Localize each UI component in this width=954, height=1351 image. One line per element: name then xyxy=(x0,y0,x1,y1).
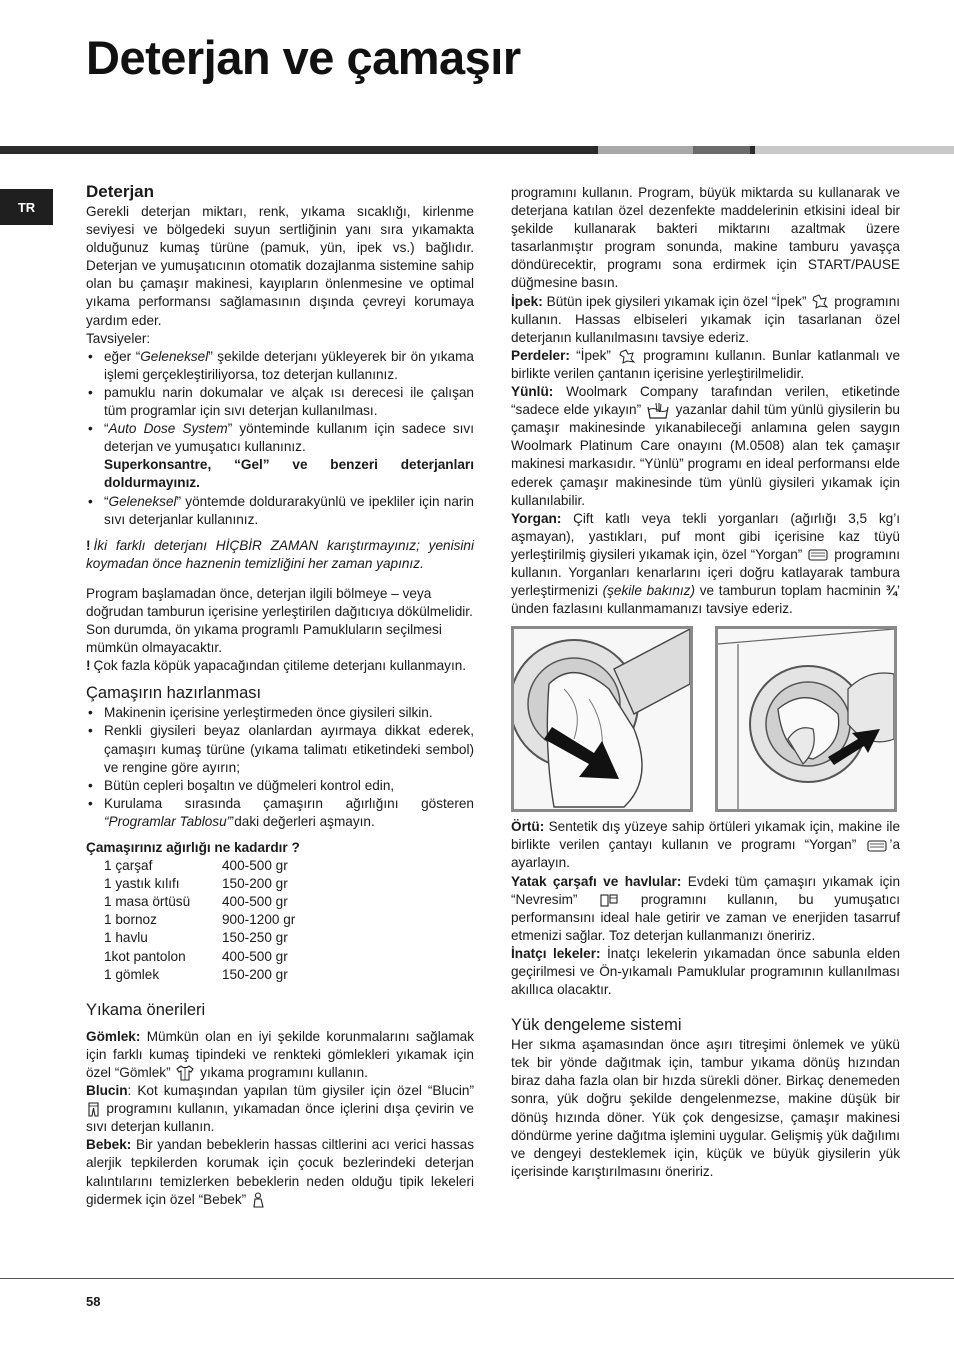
duvet-icon xyxy=(808,548,828,562)
bebek-paragraph: Bebek: Bir yandan bebeklerin hassas ciltlerini acı verici hassas alerjik tepkilerden korumak için çocuk bezlerindeki deterjan kalıntılarını temizlerken bebeklerin neden olduğu tipik lekeleri gidermek için özel “Bebek” xyxy=(86,1137,474,1207)
hand-wash-icon xyxy=(647,402,669,419)
page-title: Deterjan ve çamaşır xyxy=(86,31,521,84)
yatak-paragraph: Yatak çarşafı ve havlular: Evdeki tüm çamaşırı yıkamak için “Nevresim” programını kullanın, bu yumuşatıcı performansını ideal hale getirir ve zaman ve enerjiden tasarruf etmenizi sağlar. Toz deterjan kullanmanızı öneririz. xyxy=(511,873,901,943)
inatci-paragraph: İnatçı lekeler: İnatçı lekelerin yıkamadan önce sabunla elden geçirilmesi ve Ön-yıkamalı Pamuklular programının kullanılması akıllıca olacaktır. xyxy=(511,945,900,998)
list-item: • Renkli giysileri beyaz olanlardan ayırmaya dikkat ederek, çamaşırı kumaş türüne (yıkama talimatı etiketindeki sembol) ve rengine göre ayırın; xyxy=(86,722,474,776)
list-item: • eğer “Geleneksel” şekilde deterjanı yükleyerek bir ön yıkama işlemi gerçekleştiriliyorsa, toz deterjan kullanınız. xyxy=(86,348,474,384)
table-row xyxy=(104,966,295,984)
warning-icon: ! xyxy=(86,658,91,674)
perdeler-paragraph: Perdeler: “İpek” programını kullanın. Bunlar katlanmalı ve birlikte verilen çantanın içerisine yerleştirilmelidir. xyxy=(511,347,901,381)
page-number: 58 xyxy=(86,1294,101,1309)
deterjan-para2: Program başlamadan önce, deterjan ilgili bölmeye – veya doğrudan tamburun içerisine yerleştirilen dağıtıcıya dökülmelidir. Son durumda, ön yıkama programlı Pamukluların seçilmesi mümkün olmayacaktır. xyxy=(86,585,473,656)
language-tab: TR xyxy=(0,189,53,225)
bedsheet-icon xyxy=(600,893,618,907)
ortu-paragraph: Örtü: Sentetik dış yüzeye sahip örtüleri yıkamak için, makine ile birlikte verilen çantayı kullanın ve programı “Yorgan” ’a ayarlayın. xyxy=(511,819,901,871)
silk-icon xyxy=(812,294,828,309)
bebek-continued: programını kullanın. Program, büyük miktarda su kullanarak ve deterjana katılan özel dezenfekte maddelerinin etkisini ideal bir şekilde kullanarak bakteri miktarını azaltmak üzere tasarlanmıştır program sonunda, makine tamburu yavaşça döndürecektir, programı sona erdirmek için START/PAUSE düğmesine basın. xyxy=(511,185,900,291)
gomlek-paragraph: Gömlek: Mümkün olan en iyi şekilde korunmalarını sağlamak için farklı kumaş tipindeki ve renkteki gömlekleri yıkamak için özel “Gömlek” yıkama programını kullanın. xyxy=(86,1028,475,1080)
duvet-loading-illustrations xyxy=(511,626,900,812)
warning-icon: ! xyxy=(86,537,91,553)
table-row xyxy=(104,929,295,947)
footer-divider xyxy=(0,1278,954,1279)
weight-value: 400-500 gr xyxy=(222,948,288,964)
ipek-paragraph: İpek: Bütün ipek giysileri yıkamak için özel “İpek” programını kullanın. Hassas elbiseleri yıkamak için tasarlanan özel deterjanın kullanılmasını tavsiye ederiz. xyxy=(511,293,901,345)
list-item: • Makinenin içerisine yerleştirmeden önce giysileri silkin. xyxy=(86,704,474,722)
weight-item: 1 çarşaf xyxy=(104,858,153,874)
table-row xyxy=(104,875,295,893)
weight-value: 150-250 gr xyxy=(222,930,288,946)
weight-value: 400-500 gr xyxy=(222,858,288,874)
list-item: • pamuklu narin dokumalar ve alçak ısı derecesi ile çalışan tüm programlar için sıvı deterjan kullanılması. xyxy=(86,384,474,420)
header-color-bar xyxy=(0,146,954,154)
weights-heading: Çamaşırınız ağırlığı ne kadardır ? xyxy=(86,840,300,855)
gel-warning: Superkonsantre, “Gel” ve benzeri deterjanları doldurmayınız. xyxy=(104,457,474,491)
deterjan-intro: Gerekli deterjan miktarı, renk, yıkama sıcaklığı, kirlenme seviyesi ve bölgedeki suyun sertliğinin yanı sıra yıkamakta olduğunuz kumaş türüne (pamuk, yün, ipek vs.) bağlıdır. Deterjan ve yumuşatıcının otomatik dozajlanma sistemine sahip olan bu çamaşır makinesi, kayıpların önlenmesine ve optimal yıkama performansı sağlamasının dışında çevreyi korumaya yardım eder. xyxy=(86,204,474,328)
section-heading-dengeleme: Yük dengeleme sistemi xyxy=(511,1016,682,1035)
weight-value: 400-500 gr xyxy=(222,894,288,910)
left-column xyxy=(86,182,474,1209)
section-heading-hazirlanmasi: Çamaşırın hazırlanması xyxy=(86,684,262,703)
table-row xyxy=(104,893,295,911)
warning-mix-detergents: ! İki farklı deterjanı HİÇBİR ZAMAN karıştırmayınız; yenisini koymadan önce haznenin temizliğini her zaman yapınız. xyxy=(86,537,474,571)
yorgan-paragraph: Yorgan: Çift katlı veya tekli yorganları (ağırlığı 3,5 kg’ı aşmayan), yastıkları, puf mont gibi içerisine kaz tüyü yerleştirilmiş giysileri yıkamak için, özel “Yorgan” programını kullanın. Yorganları kenarlarını içeri doğru katlayarak tambura yerleştirmenizi (şekile bakınız) ve tamburun toplam hacminin ¾’ ünden fazlasını kullanmamanızı tavsiye ederiz. xyxy=(511,510,901,617)
duvet-loading-image-2 xyxy=(715,626,897,812)
list-item: • “Auto Dose System” yönteminde kullanım için sadece sıvı deterjan ve yumuşatıcı kullanınız. Superkonsantre, “Gel” ve benzeri deterjanları doldurmayınız. xyxy=(86,420,474,492)
right-column xyxy=(511,184,900,1181)
hazirlanmasi-list xyxy=(86,704,474,831)
weight-item: 1 bornoz xyxy=(104,912,157,928)
silk-icon xyxy=(619,349,635,364)
weight-item: 1kot pantolon xyxy=(104,948,186,964)
weight-item: 1 masa örtüsü xyxy=(104,894,191,910)
weight-item: 1 yastık kılıfı xyxy=(104,876,180,892)
table-row xyxy=(104,911,295,929)
weight-value: 900-1200 gr xyxy=(222,912,296,928)
section-heading-yikama: Yıkama önerileri xyxy=(86,1000,206,1019)
duvet-icon xyxy=(867,839,887,853)
yunlu-paragraph: Yünlü: Woolmark Company tarafından verilen, etiketinde “sadece elde yıkayın” yazanlar dahil tüm yünlü giysilerin bu çamaşır makinesinde yıkanabileceği anlamına gelen saygın Woolmark Platinum Care onayını (M.0508) alan tek çamaşır makinesi markasıdır. “Yünlü” programı en ideal performansı elde ederek çamaşır makinesinde tüm yünlü giysileri yıkamak için kullanılabilir. xyxy=(511,384,900,508)
tavsiyeler-list xyxy=(86,348,474,529)
table-row xyxy=(104,857,295,875)
weight-value: 150-200 gr xyxy=(222,876,288,892)
list-item: • Bütün cepleri boşaltın ve düğmeleri kontrol edin, xyxy=(86,777,474,795)
shirt-icon xyxy=(176,1065,194,1081)
weight-value: 150-200 gr xyxy=(222,966,288,982)
list-item: • “Geleneksel” yöntemde doldurarakyünlü ve ipekliler için narin sıvı deterjanlar kullanınız. xyxy=(86,493,474,529)
weight-item: 1 havlu xyxy=(104,930,148,946)
weights-table xyxy=(104,857,295,984)
table-row xyxy=(104,948,295,966)
warning-foam: ! Çok fazla köpük yapacağından çitileme deterjanı kullanmayın. xyxy=(86,658,467,674)
blucin-paragraph: Blucin: Kot kumaşından yapılan tüm giysiler için özel “Blucin” programını kullanın, yıkamadan önce içlerini dışa çevirin ve sıvı deterjan kullanın. xyxy=(86,1083,474,1135)
dengeleme-text: Her sıkma aşamasından önce aşırı titreşimi önlemek ve yükü tek bir yönde dağıtmak için, tambur yıkama dönüş hızından biraz daha fazla olan bir hızda sürekli döner. Birkaç denemeden sonra, yük doğru şekilde dengelenmezse, makine düşük bir dönüş hızında döner. Yük çok dengesizse, çamaşır makinesi döndürme yerine dağıtma işlemini uygular. Gelişmiş yük dağılımı ve dengeyi desteklemek için, küçük ve büyük giysilerin yük içerisinde karıştırılmasını öneririz. xyxy=(511,1037,900,1179)
jeans-icon xyxy=(88,1102,99,1117)
baby-icon xyxy=(252,1192,265,1208)
tavsiyeler-label: Tavsiyeler: xyxy=(86,330,151,346)
section-heading-deterjan: Deterjan xyxy=(86,182,155,201)
list-item: • Kurulama sırasında çamaşırın ağırlığını gösteren “Programlar Tablosu”’daki değerleri aşmayın. xyxy=(86,795,474,831)
duvet-loading-image-1 xyxy=(511,626,693,812)
weight-item: 1 gömlek xyxy=(104,966,160,982)
